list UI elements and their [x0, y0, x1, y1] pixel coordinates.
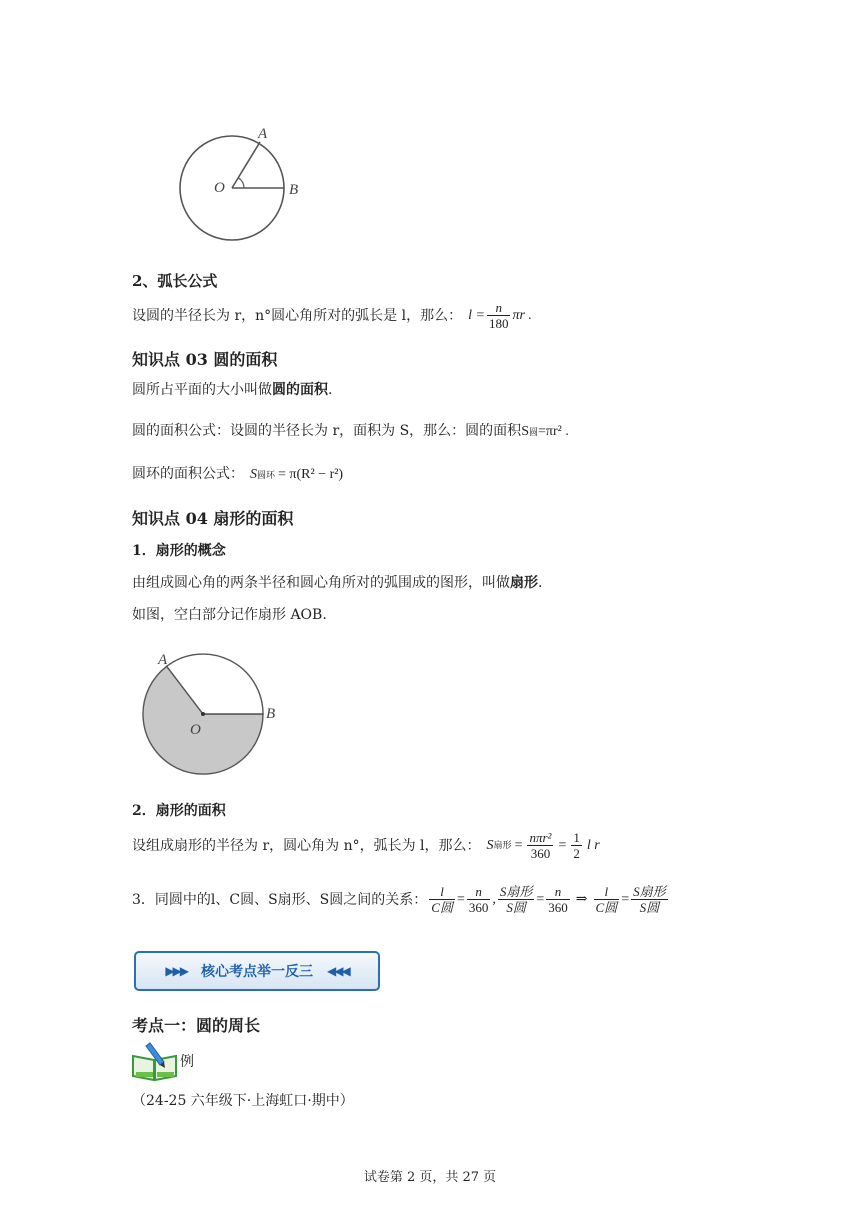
label-B: B [266, 706, 276, 722]
ring-area-formula: 圆环的面积公式： S圆环 = π(R² − r²) [132, 466, 344, 482]
page-footer: 试卷第 2 页，共 27 页 [363, 1170, 497, 1185]
sector-area-heading: 2．扇形的面积 [132, 803, 226, 819]
sector-figure-caption: 如图，空白部分记作扇形 AOB. [132, 607, 327, 623]
relation-formula: 3．同圆中的l、C圆、S扇形、S圆之间的关系： $\frac{l}{\text{C圆}}$ = $\frac{n}{360}$ , $\frac{\text{S扇形}}{\text{S圆}}$ = $\frac{n}{360}$ ⇒ $\frac{l}{\text{C圆}}$ = $\frac{\text{S扇形}}{\text{S圆}}$ [132, 884, 666, 915]
core-exam-points-banner [134, 951, 380, 991]
fraction-n-180: $\frac{n}{180}$ [488, 300, 509, 331]
arc-length-text: 设圆的半径长为 r，n°圆心角所对的弧长是 l，那么： [132, 307, 463, 324]
sector-definition: 由组成圆心角的两条半径和圆心角所对的弧围成的图形，叫做扇形. [132, 575, 543, 591]
label-B: B [289, 182, 299, 198]
right-arrows-icon: ▶▶▶ [165, 964, 187, 978]
example-label: 例 [180, 1054, 194, 1070]
label-A: A [258, 126, 268, 142]
label-O: O [190, 722, 201, 738]
sector-area-formula: 设组成扇形的半径为 r，圆心角为 n°，弧长为 l，那么： S 扇形 = $\frac{\text{nπr²}}{360}$ = $\frac{1}{2}$ l r [132, 830, 600, 861]
figure-circle-angle [165, 120, 325, 255]
book-pencil-icon [130, 1042, 180, 1082]
arc-length-heading: 2、弧长公式 [132, 272, 218, 290]
label-A: A [158, 652, 168, 668]
kp03-heading: 知识点 03 圆的面积 [132, 350, 278, 369]
circle-area-formula: 圆的面积公式：设圆的半径长为 r，面积为 S，那么：圆的面积S圆=πr² . [132, 423, 569, 439]
arc-length-formula: 设圆的半径长为 r，n°圆心角所对的弧长是 l，那么： l = $\frac{n}{180}$ πr . [132, 300, 532, 331]
exam-point-1-heading: 考点一：圆的周长 [132, 1016, 261, 1035]
example-source: （24-25 六年级下·上海虹口·期中） [132, 1093, 354, 1109]
kp04-heading: 知识点 04 扇形的面积 [132, 509, 294, 528]
circle-area-definition: 圆所占平面的大小叫做圆的面积. [132, 382, 333, 398]
banner-title: 核心考点举一反三 [201, 964, 313, 980]
left-arrows-icon: ◀◀◀ [327, 964, 349, 978]
label-O: O [214, 180, 225, 196]
figure-sector [140, 644, 310, 784]
sector-concept-heading: 1．扇形的概念 [132, 543, 226, 559]
